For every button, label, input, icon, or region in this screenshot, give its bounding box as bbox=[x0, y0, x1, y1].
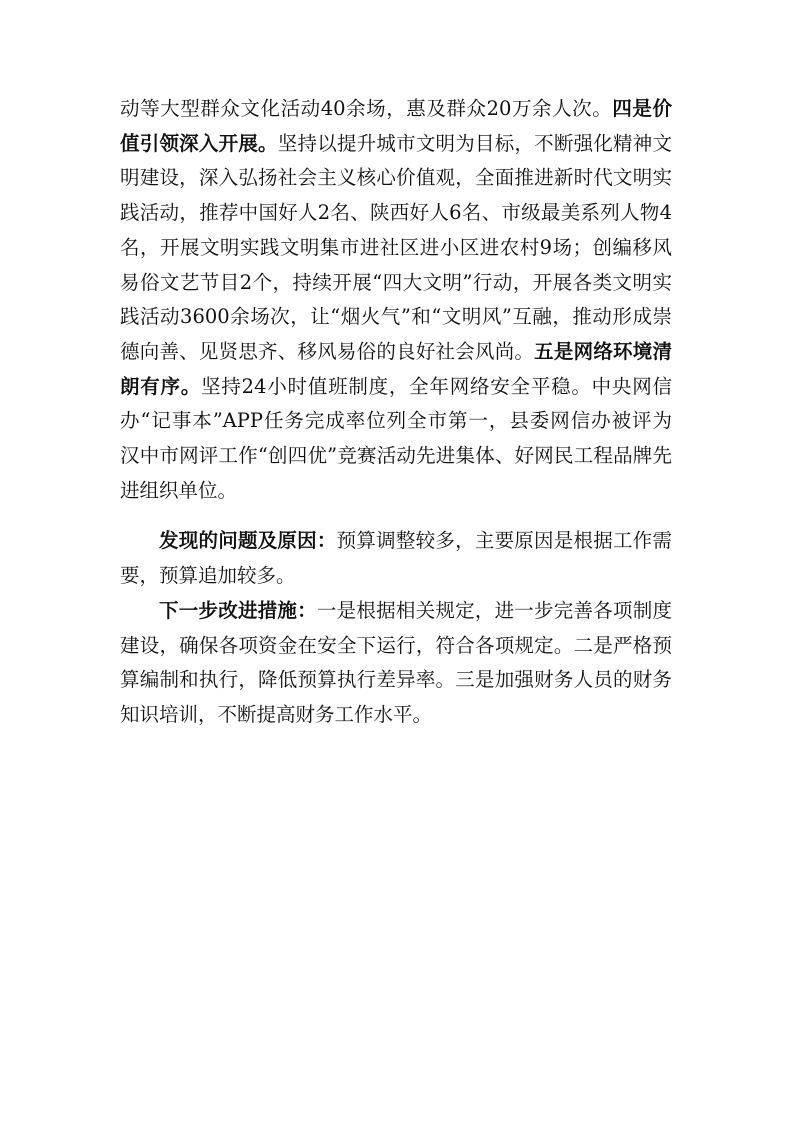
text-segment: 坚持24小时值班制度，全年网络安全平稳。中央网信办“记事本”APP任务完成率位列全市第一，县委网信办被评为 汉中市网评工作“创四优”竞赛活动先进集体、好网民工程品牌先进组织单位。 bbox=[120, 374, 672, 502]
heading-network-environment: 五是网络环境清朗有序。 bbox=[120, 339, 672, 398]
text-segment: 动等大型群众文化活动40余场，惠及群众20万余人次。 bbox=[120, 97, 613, 120]
heading-problems-causes: 发现的问题及原因： bbox=[159, 529, 337, 553]
heading-value-guidance: 四是价值引领深入开展。 bbox=[120, 97, 672, 155]
document-page bbox=[120, 92, 672, 733]
paragraph-problems bbox=[120, 524, 672, 593]
text-segment: 坚持以提升城市文明为目标，不断强化精神文明建设，深入弘扬社会主义核心价值观，全面推进新时代文明实践活动，推荐中国好人2名、陕西好人6名、市级最美系列人物4名，开展文明实践文明集市进社区进小区进农村9场；创编移风易俗文艺节目2个，持续开展“四大文明”行动，开展各类文明实践活动3600余场次，让“烟火气”和“文明风”互融，推动形成崇德向善、见贤思齐、移风易俗的良好社会风尚。 bbox=[120, 131, 672, 363]
heading-next-steps: 下一步改进措施： bbox=[159, 598, 317, 622]
text-segment: 一是根据相关规定，进一步完善各项制度建设，确保各项资金在安全下运行，符合各项规定。二是严格预算编制和执行，降低预算执行差异率。三是加强财务人员的财务知识培训，不断提高财务工作水平。 bbox=[120, 598, 672, 726]
paragraph-cultural-activities bbox=[120, 92, 672, 508]
text-segment: 预算调整较多，主要原因是根据工作需要，预算追加较多。 bbox=[120, 529, 672, 588]
paragraph-improvements bbox=[120, 594, 672, 733]
